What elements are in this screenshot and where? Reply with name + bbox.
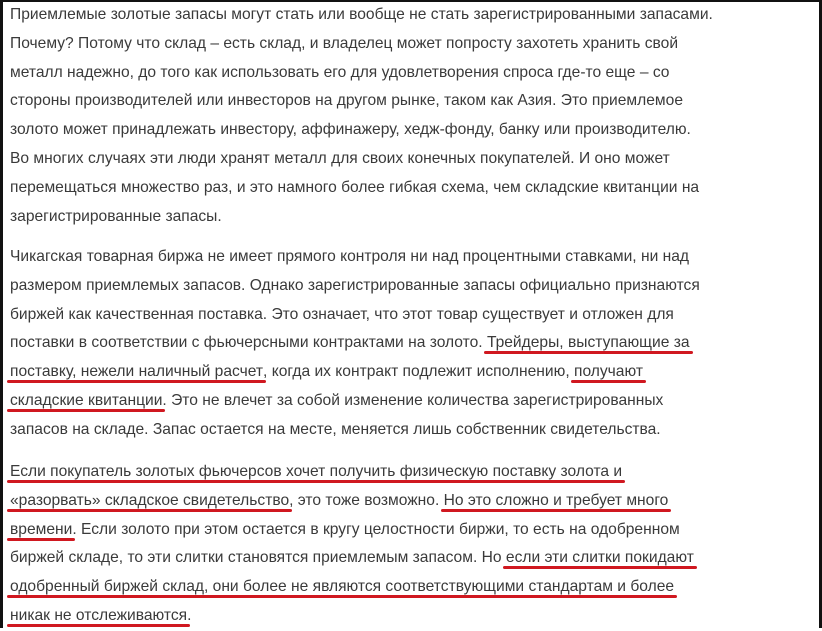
paragraph-2 <box>10 243 700 445</box>
text-line: размером приемлемых запасов. Однако зарегистрированные запасы официально признаются <box>10 276 700 294</box>
underlined-text: Но это сложно и требует много <box>443 491 669 509</box>
text-line <box>10 602 694 631</box>
text-line <box>10 516 694 545</box>
text-line: Почему? Потому что склад – есть склад, и владелец может попросту захотеть хранить свой <box>10 34 679 52</box>
text-line <box>10 544 694 573</box>
underlined-text: никак не отслеживаются <box>10 606 188 624</box>
underlined-text: одобренный биржей склад, они более не являются соответствующими стандартам и более <box>10 578 675 596</box>
underlined-text: получают <box>574 363 643 381</box>
text-segment: биржей складе, то эти слитки становятся приемлемым запасом. Но <box>10 549 502 567</box>
text-segment: , когда их контракт подлежит исполнению, <box>263 363 570 381</box>
text-line: запасов на складе. Запас остается на месте, меняется лишь собственник свидетельства. <box>10 420 661 438</box>
underlined-text: складские квитанции <box>10 391 163 409</box>
text-line <box>10 573 694 602</box>
text-line <box>10 487 694 516</box>
text-segment: . Это не влечет за собой изменение количества зарегистрированных <box>162 391 664 409</box>
text-line: перемещаться множество раз, и это намного более гибкая схема, чем складские квитанции на <box>10 178 700 196</box>
underlined-text: «разорвать» складское свидетельство <box>10 491 290 509</box>
paragraph-3 <box>10 458 694 631</box>
paragraph-1 <box>10 1 713 231</box>
text-line: золото может принадлежать инвестору, аффинажеру, хедж-фонду, банку или производителю. <box>10 121 691 139</box>
text-line <box>10 458 694 487</box>
text-segment: поставки в соответствии с фьючерсными контрактами на золото. <box>10 334 483 352</box>
text-segment: , это тоже возможно. <box>289 491 440 509</box>
text-line <box>10 329 700 358</box>
text-line: Во многих случаях эти люди хранят металл для своих конечных покупателей. И оно может <box>10 149 670 167</box>
text-line <box>10 358 700 387</box>
text-line: стороны производителей или инвесторов на другом рынке, таком как Азия. Это приемлемое <box>10 92 683 110</box>
underlined-text: времени <box>10 520 73 538</box>
text-line: металл надежно, до того как использовать его для удовлетворения спроса где-то еще – со <box>10 63 670 81</box>
text-line: биржей как качественная поставка. Это означает, что этот товар существует и отложен для <box>10 305 674 323</box>
text-line <box>10 387 700 416</box>
underlined-text: Трейдеры, выступающие за <box>486 334 690 352</box>
text-segment: . <box>187 606 192 624</box>
text-line: Чикагская товарная биржа не имеет прямого контроля ни над процентными ставками, ни над <box>10 248 689 265</box>
text-segment: . Если золото при этом остается в кругу целостности биржи, то есть на одобренном <box>72 520 680 538</box>
text-line: зарегистрированные запасы. <box>10 207 222 225</box>
underlined-text: Если покупатель золотых фьючерсов хочет получить физическую поставку золота и <box>10 463 623 480</box>
underlined-text: если эти слитки покидают <box>505 549 694 567</box>
text-line: Приемлемые золотые запасы могут стать или вообще не стать зарегистрированными запасами. <box>10 6 713 23</box>
underlined-text: поставку, нежели наличный расчет <box>10 363 264 381</box>
